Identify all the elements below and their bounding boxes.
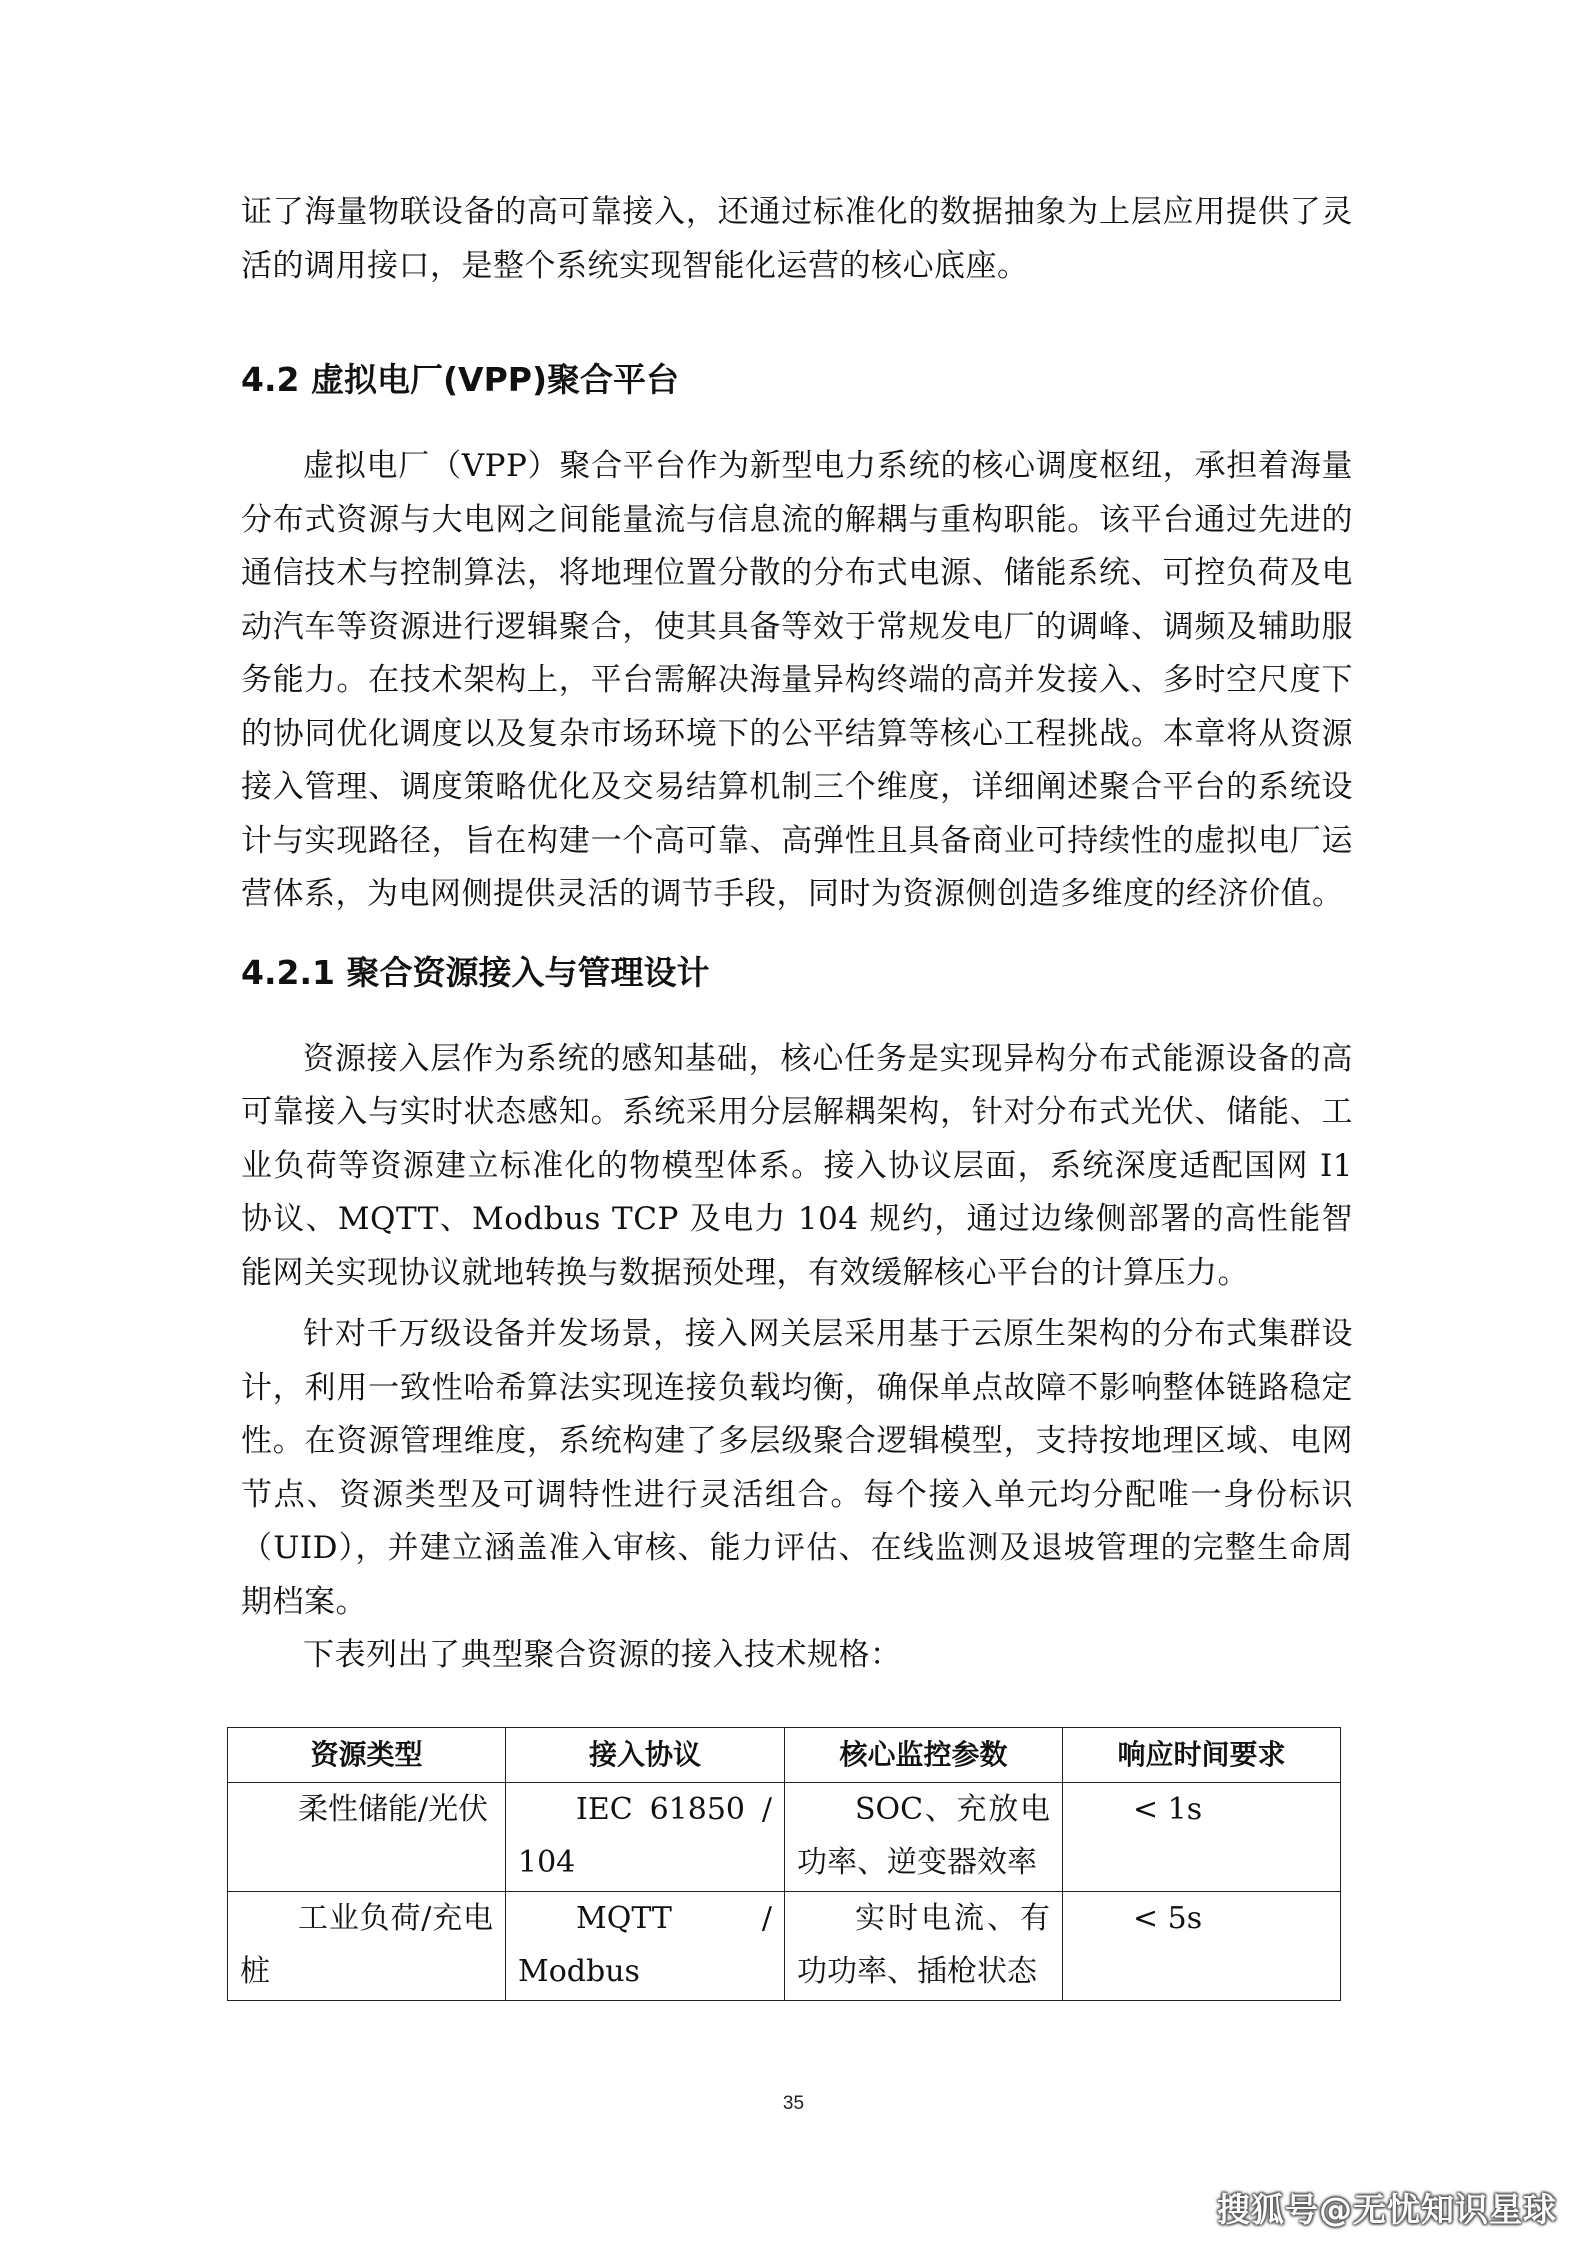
table-cell: 工业负荷/充电桩 [228, 1892, 506, 2001]
table-header-row [228, 1728, 1341, 1783]
table-cell: < 1s [1063, 1783, 1341, 1892]
paragraph-concurrency: 针对千万级设备并发场景，接入网关层采用基于云原生架构的分布式集群设计，利用一致性哈希算法实现连接负载均衡，确保单点故障不影响整体链路稳定性。在资源管理维度，系统构建了多层级聚合逻辑模型，支持按地理区域、电网节点、资源类型及可调特性进行灵活组合。每个接入单元均分配唯一身份标识（UID），并建立涵盖准入审核、能力评估、在线监测及退坡管理的完整生命周期档案。 [241, 1316, 1353, 1620]
table-cell: IEC 61850 / 104 [506, 1783, 785, 1892]
section-heading-4-2: 4.2 虚拟电厂(VPP)聚合平台 [241, 360, 680, 399]
page-number: 35 [782, 2093, 805, 2114]
table-cell: SOC、充放电功率、逆变器效率 [785, 1783, 1063, 1892]
table-header-cell: 资源类型 [228, 1728, 506, 1783]
page-content [241, 186, 1353, 1683]
table-header-cell: 响应时间要求 [1063, 1728, 1341, 1783]
table-row [228, 1892, 1341, 2001]
table-header-cell: 接入协议 [506, 1728, 785, 1783]
table-cell: 实时电流、有功功率、插枪状态 [785, 1892, 1063, 2001]
table-cell: 柔性储能/光伏 [228, 1783, 506, 1892]
resource-spec-table [227, 1727, 1341, 2001]
table-header-cell: 核心监控参数 [785, 1728, 1063, 1783]
section-heading-4-2-1: 4.2.1 聚合资源接入与管理设计 [241, 952, 710, 992]
table-cell: < 5s [1063, 1892, 1341, 2001]
paragraph-access-layer: 资源接入层作为系统的感知基础，核心任务是实现异构分布式能源设备的高可靠接入与实时状态感知。系统采用分层解耦架构，针对分布式光伏、储能、工业负荷等资源建立标准化的物模型体系。接入协议层面，系统深度适配国网 I1 协议、MQTT、Modbus TCP 及电力 104 规约，通过边缘侧部署的高性能智能网关实现协议就地转换与数据预处理，有效缓解核心平台的计算压力。 [241, 1040, 1353, 1291]
paragraph-intro: 证了海量物联设备的高可靠接入，还通过标准化的数据抽象为上层应用提供了灵活的调用接口，是整个系统实现智能化运营的核心底座。 [241, 194, 1353, 284]
watermark: 搜狐号@无忧知识星球 [1217, 2190, 1557, 2229]
paragraph-table-intro: 下表列出了典型聚合资源的接入技术规格： [303, 1637, 902, 1673]
paragraph-vpp-overview: 虚拟电厂（VPP）聚合平台作为新型电力系统的核心调度枢纽，承担着海量分布式资源与大电网之间能量流与信息流的解耦与重构职能。该平台通过先进的通信技术与控制算法，将地理位置分散的分布式电源、储能系统、可控负荷及电动汽车等资源进行逻辑聚合，使其具备等效于常规发电厂的调峰、调频及辅助服务能力。在技术架构上，平台需解决海量异构终端的高并发接入、多时空尺度下的协同优化调度以及复杂市场环境下的公平结算等核心工程挑战。本章将从资源接入管理、调度策略优化及交易结算机制三个维度，详细阐述聚合平台的系统设计与实现路径，旨在构建一个高可靠、高弹性且具备商业可持续性的虚拟电厂运营体系，为电网侧提供灵活的调节手段，同时为资源侧创造多维度的经济价值。 [241, 448, 1353, 912]
table-row [228, 1783, 1341, 1892]
table-cell: MQTT / Modbus [506, 1892, 785, 2001]
